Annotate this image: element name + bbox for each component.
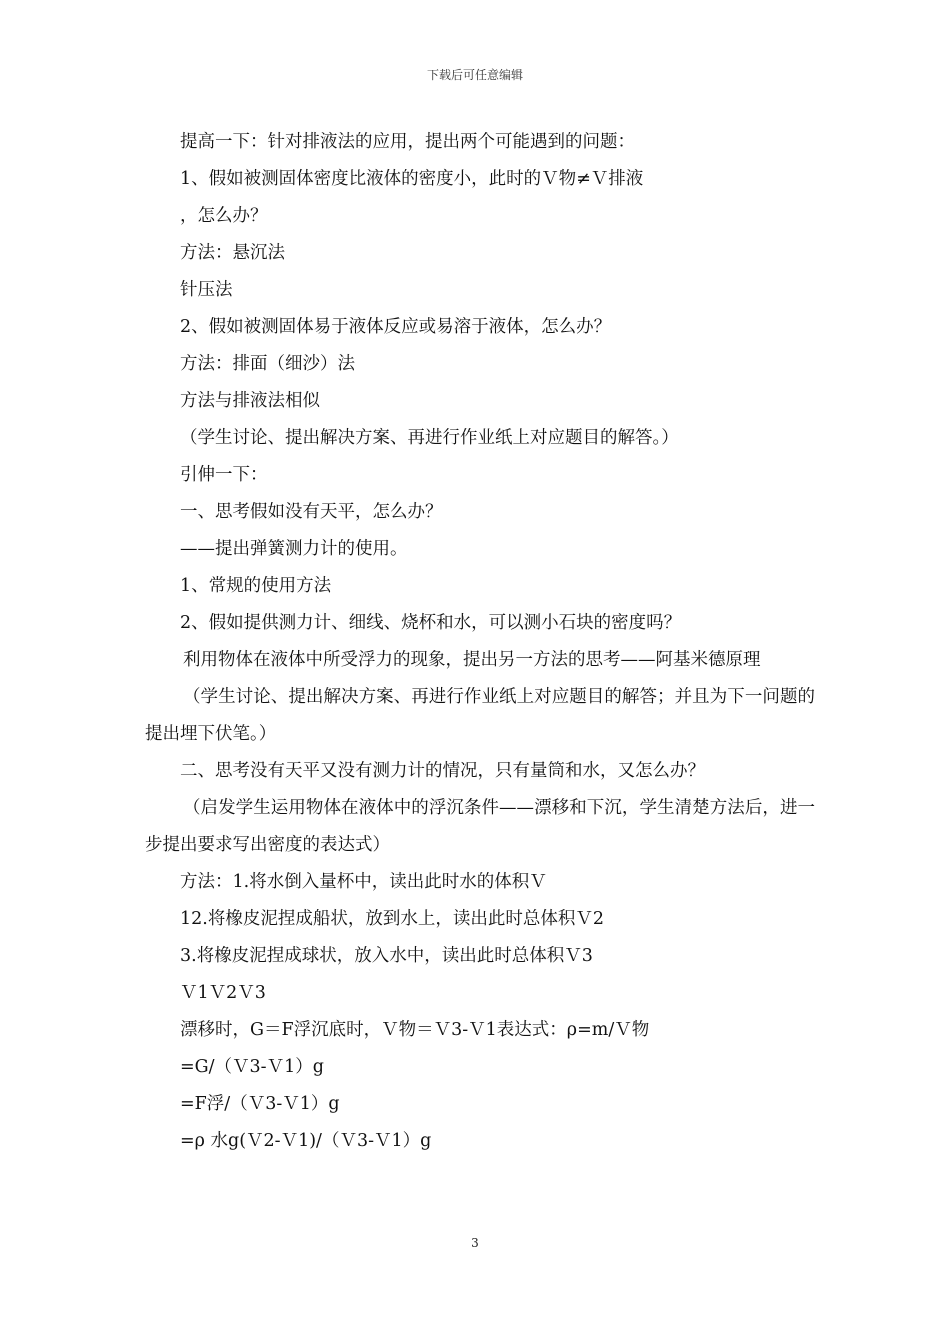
text-line: ，怎么办？ bbox=[180, 206, 268, 226]
text-line: 12.将橡皮泥捏成船状，放到水上，读出此时总体积Ｖ2 bbox=[180, 909, 604, 929]
text-line: 2、假如被测固体易于液体反应或易溶于液体，怎么办？ bbox=[180, 317, 612, 337]
text-line: 3.将橡皮泥捏成球状，放入水中，读出此时总体积Ｖ3 bbox=[180, 946, 593, 966]
text-line: 漂移时，G＝F浮沉底时，Ｖ物＝Ｖ3-Ｖ1表达式：ρ=m/Ｖ物 bbox=[180, 1020, 650, 1040]
text-line: 针压法 bbox=[180, 280, 233, 300]
text-line: 方法与排液法相似 bbox=[180, 391, 320, 411]
text-line: 提高一下：针对排液法的应用，提出两个可能遇到的问题： bbox=[180, 132, 635, 152]
text-line: ——提出弹簧测力计的使用。 bbox=[180, 539, 408, 559]
text-line: =ρ 水g(Ｖ2-Ｖ1)/（Ｖ3-Ｖ1）g bbox=[180, 1131, 432, 1151]
text-line: 二、思考没有天平又没有测力计的情况，只有量筒和水，又怎么办？ bbox=[180, 761, 705, 781]
text-paragraph: （启发学生运用物体在液体中的浮沉条件——漂移和下沉，学生清楚方法后，进一步提出要求写出密度的表达式） bbox=[145, 798, 815, 855]
text-line: 1、常规的使用方法 bbox=[180, 576, 332, 596]
text-line: Ｖ1Ｖ2Ｖ3 bbox=[180, 983, 266, 1003]
text-line: （学生讨论、提出解决方案、再进行作业纸上对应题目的解答。） bbox=[180, 428, 679, 448]
text-line: 1、假如被测固体密度比液体的密度小，此时的Ｖ物≠Ｖ排液 bbox=[180, 169, 644, 189]
document-body bbox=[145, 124, 815, 1160]
text-paragraph: 利用物体在液体中所受浮力的现象，提出另一方法的思考——阿基米德原理 bbox=[183, 650, 761, 670]
text-line: 方法：1.将水倒入量杯中，读出此时水的体积Ｖ bbox=[180, 872, 547, 892]
page-number: 3 bbox=[471, 1236, 479, 1250]
page-header: 下载后可任意编辑 bbox=[426, 68, 523, 82]
text-line: =G/（Ｖ3-Ｖ1）g bbox=[180, 1057, 324, 1077]
text-line: 方法：悬沉法 bbox=[180, 243, 285, 263]
text-line: =F浮/（Ｖ3-Ｖ1）g bbox=[180, 1094, 340, 1114]
text-line: 方法：排面（细沙）法 bbox=[180, 354, 355, 374]
text-paragraph: （学生讨论、提出解决方案、再进行作业纸上对应题目的解答；并且为下一问题的提出埋下伏笔。） bbox=[145, 687, 815, 744]
text-line: 一、思考假如没有天平，怎么办？ bbox=[180, 502, 443, 522]
text-line: 引伸一下： bbox=[180, 465, 268, 485]
text-line: 2、假如提供测力计、细线、烧杯和水，可以测小石块的密度吗？ bbox=[180, 613, 682, 633]
